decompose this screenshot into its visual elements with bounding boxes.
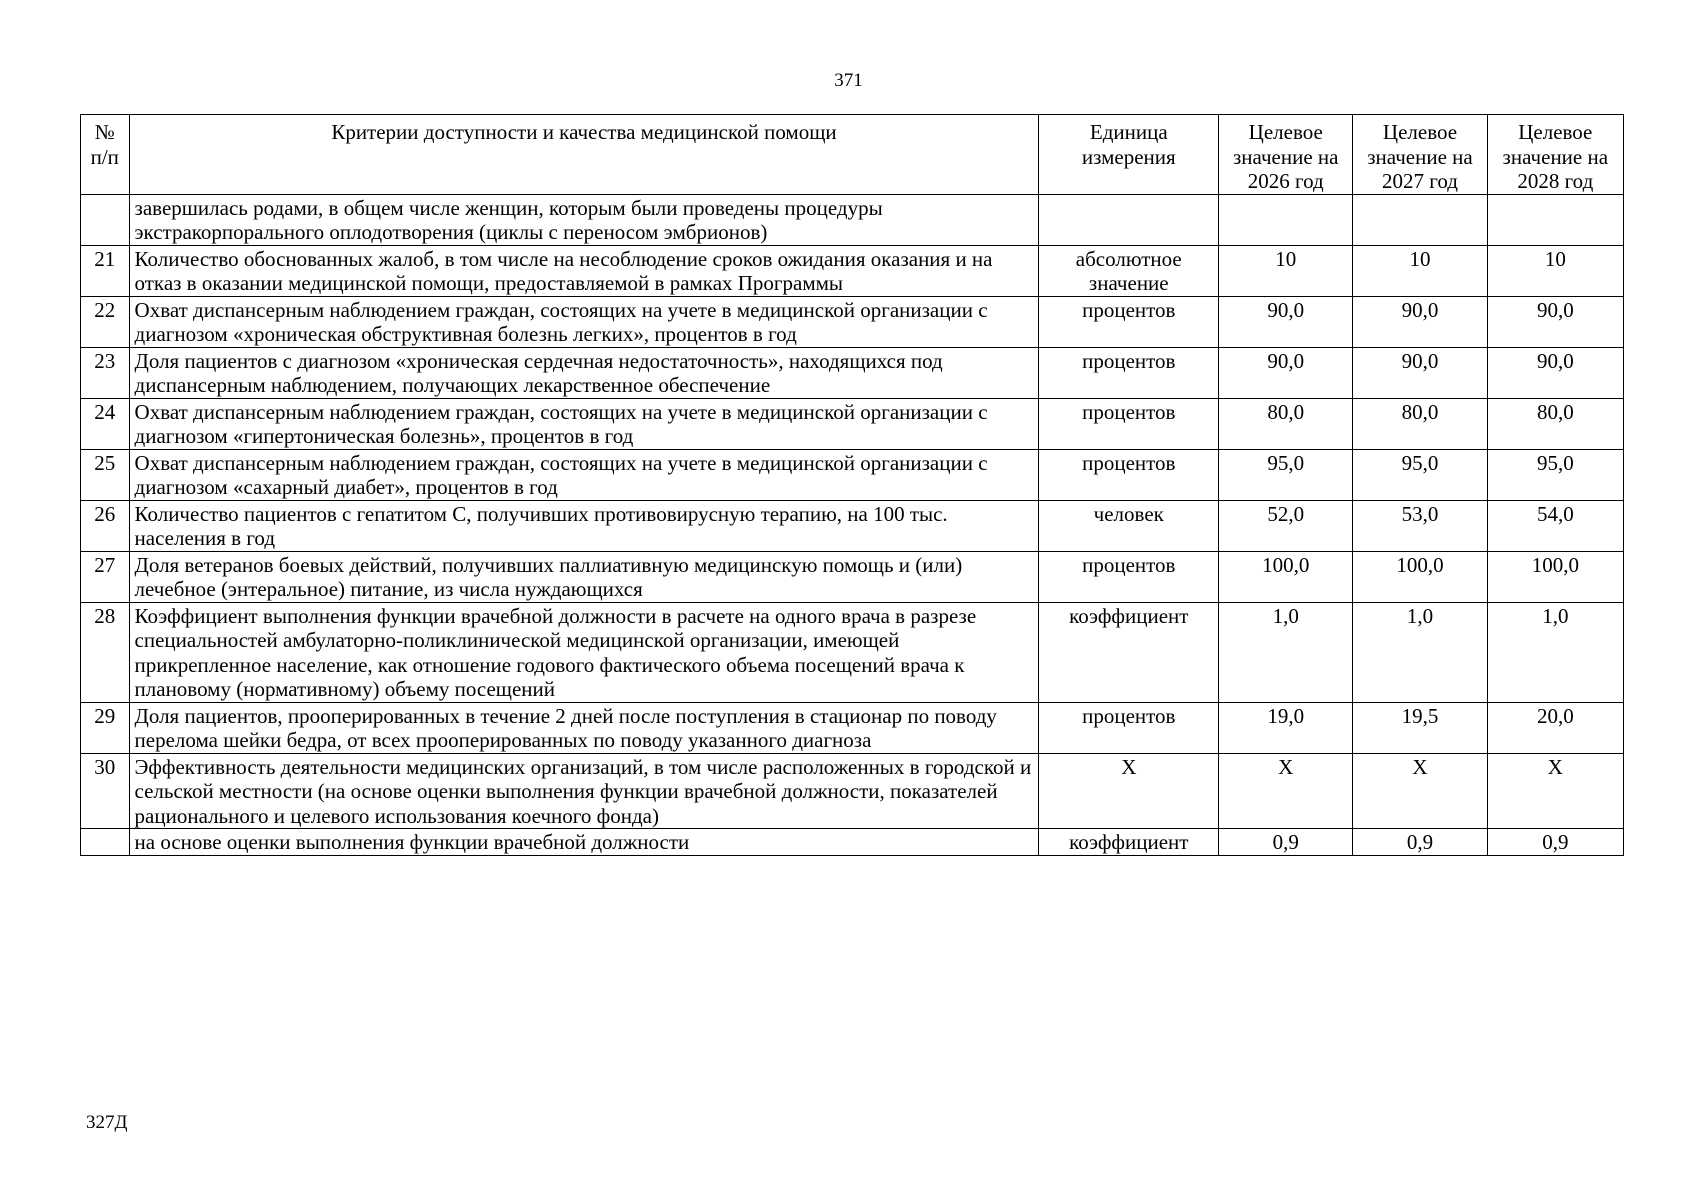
row-criteria: завершилась родами, в общем числе женщин, которым были проведены процедуры экстракорпорального оплодотворения (циклы с переносом эмбрионов) [129, 194, 1039, 245]
row-criteria: Охват диспансерным наблюдением граждан, состоящих на учете в медицинской организации с диагнозом «гипертоническая болезнь», процентов в год [129, 398, 1039, 449]
table-row [81, 245, 1624, 296]
row-value-2027: 1,0 [1353, 602, 1487, 702]
header-num: № п/п [81, 115, 130, 195]
row-criteria: Эффективность деятельности медицинских организаций, в том числе расположенных в городской и сельской местности (на основе оценки выполнения функции врачебной должности, показателей рационального и целевого использования коечного фонда) [129, 753, 1039, 829]
row-value-2026: 95,0 [1219, 449, 1353, 500]
row-num: 22 [81, 296, 130, 347]
row-value-2027: 19,5 [1353, 702, 1487, 753]
row-num: 30 [81, 753, 130, 829]
row-value-2026: 90,0 [1219, 347, 1353, 398]
row-num: 24 [81, 398, 130, 449]
row-value-2027: 100,0 [1353, 551, 1487, 602]
row-value-2027 [1353, 194, 1487, 245]
row-value-2026: 1,0 [1219, 602, 1353, 702]
row-criteria: Охват диспансерным наблюдением граждан, состоящих на учете в медицинской организации с диагнозом «хроническая обструктивная болезнь легких», процентов в год [129, 296, 1039, 347]
row-criteria: на основе оценки выполнения функции врачебной должности [129, 829, 1039, 856]
table-row [81, 602, 1624, 702]
row-value-2026: 80,0 [1219, 398, 1353, 449]
row-value-2026: 19,0 [1219, 702, 1353, 753]
row-value-2027: 53,0 [1353, 500, 1487, 551]
table-row [81, 296, 1624, 347]
row-criteria: Доля пациентов с диагнозом «хроническая сердечная недостаточность», находящихся под диспансерным наблюдением, получающих лекарственное обеспечение [129, 347, 1039, 398]
header-unit: Единица измерения [1039, 115, 1219, 195]
table-row [81, 347, 1624, 398]
row-unit: процентов [1039, 398, 1219, 449]
row-value-2028 [1487, 194, 1623, 245]
row-value-2026: 90,0 [1219, 296, 1353, 347]
row-unit [1039, 194, 1219, 245]
row-value-2026: 0,9 [1219, 829, 1353, 856]
row-criteria: Охват диспансерным наблюдением граждан, состоящих на учете в медицинской организации с диагнозом «сахарный диабет», процентов в год [129, 449, 1039, 500]
row-value-2027: 0,9 [1353, 829, 1487, 856]
row-value-2027: 10 [1353, 245, 1487, 296]
row-unit: процентов [1039, 702, 1219, 753]
row-value-2027: 80,0 [1353, 398, 1487, 449]
row-num: 28 [81, 602, 130, 702]
row-value-2026: 100,0 [1219, 551, 1353, 602]
row-criteria: Доля пациентов, прооперированных в течение 2 дней после поступления в стационар по поводу перелома шейки бедра, от всех прооперированных по поводу указанного диагноза [129, 702, 1039, 753]
table-row [81, 194, 1624, 245]
row-unit: процентов [1039, 296, 1219, 347]
document-code: 327Д [86, 1112, 128, 1133]
row-value-2028: 20,0 [1487, 702, 1623, 753]
row-unit: процентов [1039, 551, 1219, 602]
table-row [81, 753, 1624, 829]
row-num: 27 [81, 551, 130, 602]
row-value-2028: 100,0 [1487, 551, 1623, 602]
row-value-2028: 90,0 [1487, 347, 1623, 398]
row-value-2028: 1,0 [1487, 602, 1623, 702]
table-row [81, 500, 1624, 551]
table-header-row [81, 115, 1624, 195]
header-2028: Целевое значение на 2028 год [1487, 115, 1623, 195]
row-num: 21 [81, 245, 130, 296]
row-num [81, 829, 130, 856]
table-row [81, 398, 1624, 449]
row-value-2027: 90,0 [1353, 296, 1487, 347]
row-value-2028: 80,0 [1487, 398, 1623, 449]
row-value-2026: X [1219, 753, 1353, 829]
row-unit: коэффициент [1039, 829, 1219, 856]
row-unit: абсолютное значение [1039, 245, 1219, 296]
header-criteria: Критерии доступности и качества медицинской помощи [129, 115, 1039, 195]
row-num: 26 [81, 500, 130, 551]
row-value-2026: 52,0 [1219, 500, 1353, 551]
table-row [81, 449, 1624, 500]
row-value-2026: 10 [1219, 245, 1353, 296]
row-value-2028: 95,0 [1487, 449, 1623, 500]
row-value-2028: 10 [1487, 245, 1623, 296]
table-row [81, 829, 1624, 856]
row-value-2027: X [1353, 753, 1487, 829]
header-2026: Целевое значение на 2026 год [1219, 115, 1353, 195]
row-criteria: Доля ветеранов боевых действий, получивших паллиативную медицинскую помощь и (или) лечебное (энтеральное) питание, из числа нуждающихся [129, 551, 1039, 602]
row-value-2028: 0,9 [1487, 829, 1623, 856]
row-value-2028: 90,0 [1487, 296, 1623, 347]
row-unit: процентов [1039, 347, 1219, 398]
page-number: 371 [834, 70, 863, 91]
row-unit: процентов [1039, 449, 1219, 500]
criteria-table [80, 114, 1624, 856]
row-criteria: Количество обоснованных жалоб, в том числе на несоблюдение сроков ожидания оказания и на отказ в оказании медицинской помощи, предоставляемой в рамках Программы [129, 245, 1039, 296]
header-2027: Целевое значение на 2027 год [1353, 115, 1487, 195]
row-num: 29 [81, 702, 130, 753]
row-num: 25 [81, 449, 130, 500]
table-row [81, 702, 1624, 753]
row-criteria: Коэффициент выполнения функции врачебной должности в расчете на одного врача в разрезе специальностей амбулаторно-поликлинической медицинской организации, имеющей прикрепленное население, как отношение годового фактического объема посещений врача к плановому (нормативному) объему посещений [129, 602, 1039, 702]
row-value-2028: X [1487, 753, 1623, 829]
row-criteria: Количество пациентов с гепатитом С, получивших противовирусную терапию, на 100 тыс. населения в год [129, 500, 1039, 551]
row-value-2027: 90,0 [1353, 347, 1487, 398]
table-row [81, 551, 1624, 602]
row-unit: X [1039, 753, 1219, 829]
row-value-2027: 95,0 [1353, 449, 1487, 500]
row-num: 23 [81, 347, 130, 398]
row-unit: коэффициент [1039, 602, 1219, 702]
row-num [81, 194, 130, 245]
row-value-2028: 54,0 [1487, 500, 1623, 551]
row-unit: человек [1039, 500, 1219, 551]
row-value-2026 [1219, 194, 1353, 245]
